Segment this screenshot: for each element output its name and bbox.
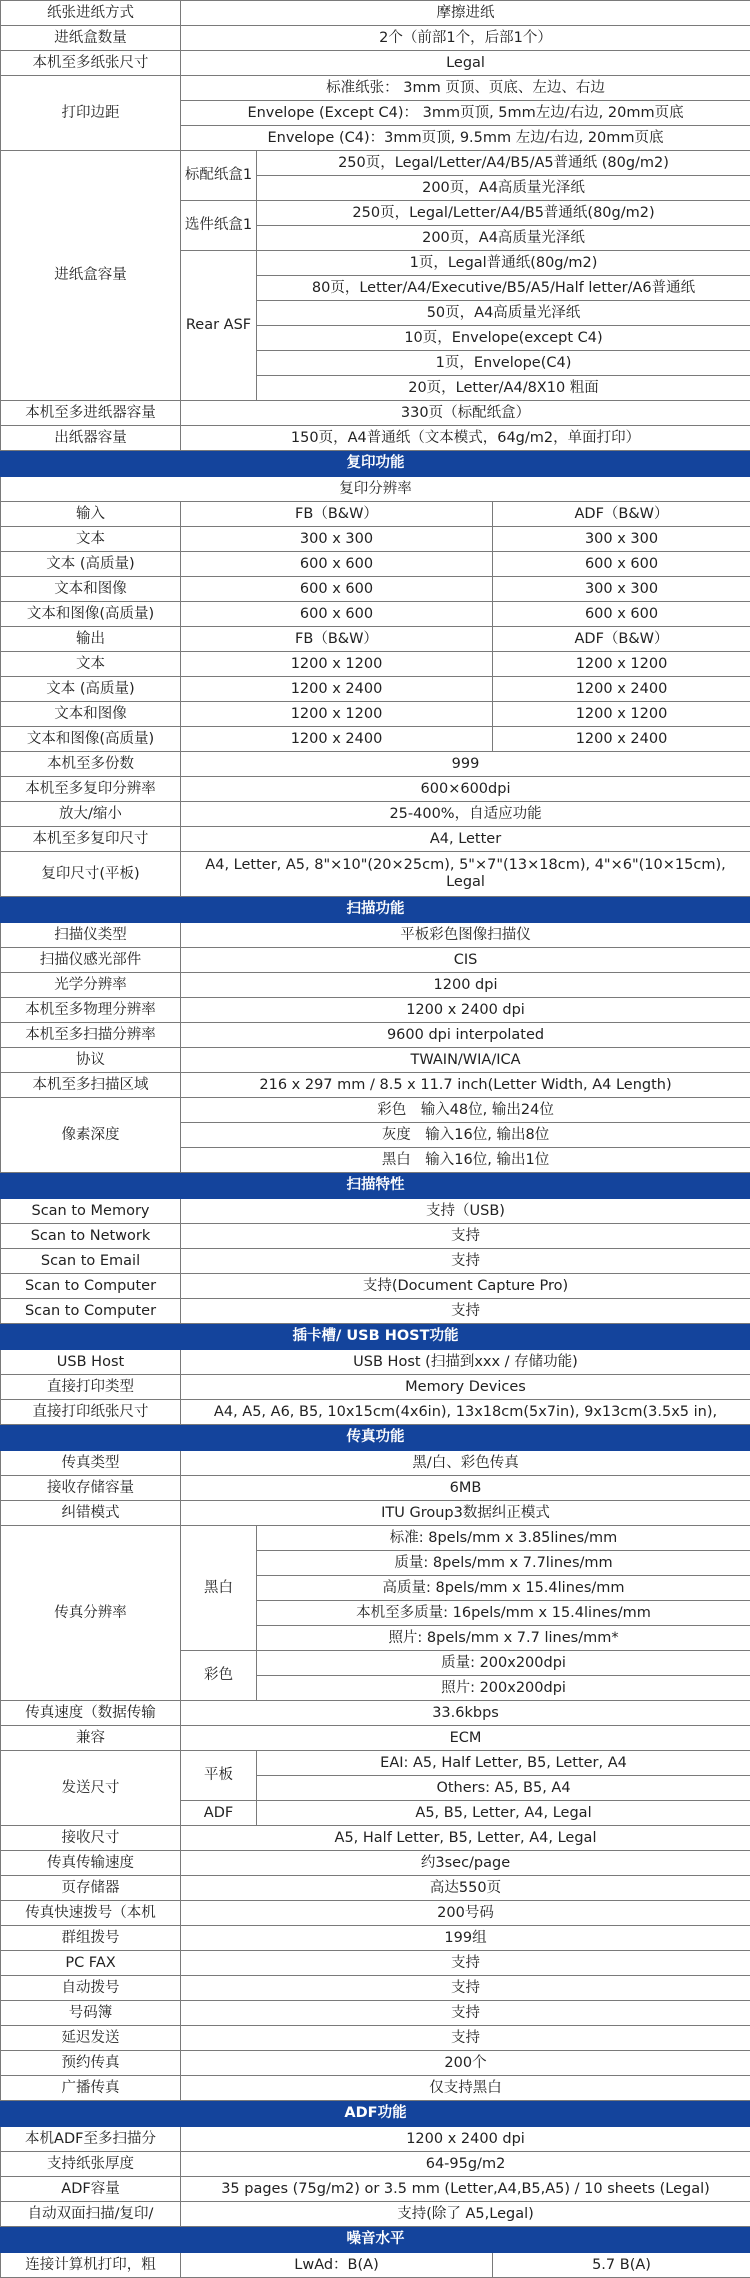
spec-cell: 1200 x 2400 dpi <box>181 998 750 1023</box>
spec-cell: 自动拨号 <box>1 1976 181 2001</box>
spec-cell: Scan to Network <box>1 1224 181 1249</box>
spec-cell: 群组拨号 <box>1 1926 181 1951</box>
spec-row <box>1 1375 750 1400</box>
spec-cell: 支持 <box>181 2026 750 2051</box>
spec-cell: 9600 dpi interpolated <box>181 1023 750 1048</box>
section-header-row <box>1 1324 750 1350</box>
spec-cell: 600×600dpi <box>181 777 750 802</box>
spec-cell: Scan to Email <box>1 1249 181 1274</box>
spec-row <box>1 2127 750 2152</box>
spec-cell: CIS <box>181 948 750 973</box>
spec-cell: 600 x 600 <box>493 552 750 577</box>
spec-cell: 光学分辨率 <box>1 973 181 998</box>
spec-cell: EAI: A5, Half Letter, B5, Letter, A4 <box>257 1751 750 1776</box>
spec-row <box>1 502 750 527</box>
spec-cell: 高达550页 <box>181 1876 750 1901</box>
spec-cell: USB Host (扫描到xxx / 存储功能) <box>181 1350 750 1375</box>
spec-cell: 80页，Letter/A4/Executive/B5/A5/Half letter/A6普通纸 <box>257 276 750 301</box>
spec-cell: 号码簿 <box>1 2001 181 2026</box>
spec-cell: 1200 x 1200 <box>181 652 493 677</box>
spec-row <box>1 2051 750 2076</box>
spec-cell: 300 x 300 <box>181 527 493 552</box>
section-title: 复印功能 <box>1 451 750 477</box>
spec-row <box>1 727 750 752</box>
spec-cell: 25-400%，自适应功能 <box>181 802 750 827</box>
spec-cell: ADF（B&W） <box>493 627 750 652</box>
spec-cell: 300 x 300 <box>493 527 750 552</box>
spec-row <box>1 2152 750 2177</box>
spec-cell: 支持 <box>181 1224 750 1249</box>
spec-cell: 照片: 200x200dpi <box>257 1676 750 1701</box>
spec-cell: 输出 <box>1 627 181 652</box>
spec-row <box>1 1048 750 1073</box>
spec-row <box>1 76 750 101</box>
spec-cell: Scan to Memory <box>1 1199 181 1224</box>
spec-row <box>1 1751 750 1776</box>
spec-row <box>1 2253 750 2278</box>
spec-cell: 连接计算机打印，粗 <box>1 2253 181 2278</box>
spec-cell: 文本 <box>1 527 181 552</box>
spec-row <box>1 51 750 76</box>
spec-cell: 支持（USB) <box>181 1199 750 1224</box>
spec-cell: 50页，A4高质量光泽纸 <box>257 301 750 326</box>
spec-cell: 支持 <box>181 1249 750 1274</box>
spec-row <box>1 973 750 998</box>
spec-cell: 200号码 <box>181 1901 750 1926</box>
spec-cell: 1200 x 2400 <box>181 727 493 752</box>
spec-cell: 本机至多进纸器容量 <box>1 401 181 426</box>
section-header-row <box>1 897 750 923</box>
spec-cell: 标准纸张： 3mm 页顶、页底、左边、右边 <box>181 76 750 101</box>
spec-row <box>1 827 750 852</box>
spec-row <box>1 1249 750 1274</box>
spec-cell: 兼容 <box>1 1726 181 1751</box>
spec-cell: 黑白 <box>181 1526 257 1651</box>
spec-cell: 支持 <box>181 1976 750 2001</box>
spec-cell: Others: A5, B5, A4 <box>257 1776 750 1801</box>
spec-cell: Envelope (C4)：3mm页顶, 9.5mm 左边/右边, 20mm页底 <box>181 126 750 151</box>
spec-cell: 支持 <box>181 1951 750 1976</box>
spec-cell: 本机至多复印尺寸 <box>1 827 181 852</box>
spec-cell: 5.7 B(A) <box>493 2253 750 2278</box>
spec-cell: 纸张进纸方式 <box>1 1 181 26</box>
section-header-row <box>1 2227 750 2253</box>
section-header-row <box>1 451 750 477</box>
spec-cell: 1200 x 1200 <box>181 702 493 727</box>
spec-cell: PC FAX <box>1 1951 181 1976</box>
spec-cell: ECM <box>181 1726 750 1751</box>
spec-cell: 216 x 297 mm / 8.5 x 11.7 inch(Letter Width, A4 Length) <box>181 1073 750 1098</box>
spec-cell: ITU Group3数据纠正模式 <box>181 1501 750 1526</box>
spec-cell: 直接打印纸张尺寸 <box>1 1400 181 1425</box>
spec-cell: 传真速度（数据传输 <box>1 1701 181 1726</box>
spec-cell: 文本和图像(高质量) <box>1 602 181 627</box>
spec-cell: 传真快速拨号（本机 <box>1 1901 181 1926</box>
spec-table-body <box>1 1 750 2278</box>
spec-row <box>1 777 750 802</box>
spec-cell: 支持纸张厚度 <box>1 2152 181 2177</box>
spec-cell: 像素深度 <box>1 1098 181 1173</box>
spec-row <box>1 527 750 552</box>
spec-cell: A5, B5, Letter, A4, Legal <box>257 1801 750 1826</box>
spec-cell: 广播传真 <box>1 2076 181 2101</box>
spec-cell: 本机ADF至多扫描分 <box>1 2127 181 2152</box>
spec-cell: 35 pages (75g/m2) or 3.5 mm (Letter,A4,B5,A5) / 10 sheets (Legal) <box>181 2177 750 2202</box>
spec-cell: A5, Half Letter, B5, Letter, A4, Legal <box>181 1826 750 1851</box>
spec-row <box>1 1726 750 1751</box>
spec-row <box>1 577 750 602</box>
spec-cell: 本机至多复印分辨率 <box>1 777 181 802</box>
spec-row <box>1 1501 750 1526</box>
spec-row <box>1 2177 750 2202</box>
spec-cell: 扫描仪感光部件 <box>1 948 181 973</box>
spec-row <box>1 1199 750 1224</box>
spec-row <box>1 2076 750 2101</box>
spec-row <box>1 852 750 897</box>
spec-row <box>1 677 750 702</box>
spec-cell: 扫描仪类型 <box>1 923 181 948</box>
spec-row <box>1 602 750 627</box>
spec-row <box>1 652 750 677</box>
spec-cell: 本机至多扫描区域 <box>1 1073 181 1098</box>
spec-cell: 彩色 输入48位, 输出24位 <box>181 1098 750 1123</box>
spec-cell: Legal <box>181 51 750 76</box>
spec-cell: LwAd：B(A) <box>181 2253 493 2278</box>
spec-cell: 支持 <box>181 2001 750 2026</box>
spec-cell: Scan to Computer <box>1 1274 181 1299</box>
spec-cell: 约3sec/page <box>181 1851 750 1876</box>
spec-row <box>1 923 750 948</box>
spec-cell: 质量: 200x200dpi <box>257 1651 750 1676</box>
spec-cell: 传真分辨率 <box>1 1526 181 1701</box>
spec-cell: 支持(Document Capture Pro) <box>181 1274 750 1299</box>
section-header-row <box>1 1425 750 1451</box>
spec-cell: 出纸器容量 <box>1 426 181 451</box>
spec-cell: ADF（B&W） <box>493 502 750 527</box>
spec-row <box>1 1701 750 1726</box>
spec-row <box>1 1526 750 1551</box>
spec-cell: 文本 <box>1 652 181 677</box>
spec-cell: 999 <box>181 752 750 777</box>
spec-row <box>1 1876 750 1901</box>
spec-cell: ADF容量 <box>1 2177 181 2202</box>
spec-row <box>1 477 750 502</box>
spec-cell: 高质量: 8pels/mm x 15.4lines/mm <box>257 1576 750 1601</box>
spec-cell: 预约传真 <box>1 2051 181 2076</box>
spec-cell: 文本和图像 <box>1 702 181 727</box>
spec-row <box>1 1951 750 1976</box>
spec-cell: 页存储器 <box>1 1876 181 1901</box>
spec-row <box>1 1826 750 1851</box>
spec-row <box>1 1098 750 1123</box>
spec-cell: 250页，Legal/Letter/A4/B5/A5普通纸 (80g/m2) <box>257 151 750 176</box>
spec-cell: 本机至多份数 <box>1 752 181 777</box>
spec-cell: 1200 x 1200 <box>493 652 750 677</box>
spec-cell: 6MB <box>181 1476 750 1501</box>
spec-cell: 200页，A4高质量光泽纸 <box>257 226 750 251</box>
spec-cell: 输入 <box>1 502 181 527</box>
spec-cell: 灰度 输入16位, 输出8位 <box>181 1123 750 1148</box>
spec-cell: 传真类型 <box>1 1451 181 1476</box>
spec-cell: 直接打印类型 <box>1 1375 181 1400</box>
spec-cell: 200个 <box>181 2051 750 2076</box>
spec-cell: 支持(除了 A5,Legal) <box>181 2202 750 2227</box>
section-title: 扫描特性 <box>1 1173 750 1199</box>
spec-cell: 200页，A4高质量光泽纸 <box>257 176 750 201</box>
spec-cell: 质量: 8pels/mm x 7.7lines/mm <box>257 1551 750 1576</box>
spec-row <box>1 151 750 176</box>
spec-cell: A4, Letter <box>181 827 750 852</box>
spec-cell: 复印分辨率 <box>1 477 750 502</box>
spec-cell: Memory Devices <box>181 1375 750 1400</box>
spec-cell: Scan to Computer <box>1 1299 181 1324</box>
spec-cell: 协议 <box>1 1048 181 1073</box>
spec-cell: 文本 (高质量) <box>1 552 181 577</box>
spec-cell: 仅支持黑白 <box>181 2076 750 2101</box>
spec-row <box>1 948 750 973</box>
section-title: 插卡槽/ USB HOST功能 <box>1 1324 750 1350</box>
spec-row <box>1 1073 750 1098</box>
spec-cell: 250页，Legal/Letter/A4/B5普通纸(80g/m2) <box>257 201 750 226</box>
spec-row <box>1 401 750 426</box>
spec-row <box>1 552 750 577</box>
spec-cell: 选件纸盒1 <box>181 201 257 251</box>
spec-row <box>1 1224 750 1249</box>
spec-row <box>1 1976 750 2001</box>
spec-row <box>1 1023 750 1048</box>
spec-cell: A4, Letter, A5, 8"×10"(20×25cm), 5"×7"(13×18cm), 4"×6"(10×15cm), Legal <box>181 852 750 897</box>
spec-cell: 照片: 8pels/mm x 7.7 lines/mm* <box>257 1626 750 1651</box>
spec-cell: 330页（标配纸盒） <box>181 401 750 426</box>
spec-cell: TWAIN/WIA/ICA <box>181 1048 750 1073</box>
spec-row <box>1 1451 750 1476</box>
spec-cell: FB（B&W） <box>181 627 493 652</box>
spec-row <box>1 2026 750 2051</box>
spec-cell: 复印尺寸(平板) <box>1 852 181 897</box>
spec-cell: Envelope (Except C4)： 3mm页顶, 5mm左边/右边, 20mm页底 <box>181 101 750 126</box>
spec-cell: 20页，Letter/A4/8X10 粗面 <box>257 376 750 401</box>
spec-cell: 打印边距 <box>1 76 181 151</box>
spec-cell: FB（B&W） <box>181 502 493 527</box>
spec-cell: 本机至多物理分辨率 <box>1 998 181 1023</box>
spec-cell: 接收存储容量 <box>1 1476 181 1501</box>
spec-row <box>1 26 750 51</box>
spec-cell: 1200 x 2400 <box>181 677 493 702</box>
spec-cell: 传真传输速度 <box>1 1851 181 1876</box>
spec-cell: 1200 x 2400 <box>493 727 750 752</box>
spec-cell: 本机至多扫描分辨率 <box>1 1023 181 1048</box>
spec-cell: 标准: 8pels/mm x 3.85lines/mm <box>257 1526 750 1551</box>
section-title: ADF功能 <box>1 2101 750 2127</box>
spec-cell: 1200 dpi <box>181 973 750 998</box>
spec-cell: 支持 <box>181 1299 750 1324</box>
spec-row <box>1 426 750 451</box>
section-header-row <box>1 1173 750 1199</box>
spec-cell: 本机至多纸张尺寸 <box>1 51 181 76</box>
spec-row <box>1 1901 750 1926</box>
spec-cell: 进纸盒数量 <box>1 26 181 51</box>
spec-row <box>1 2001 750 2026</box>
spec-cell: 文本和图像 <box>1 577 181 602</box>
spec-cell: 300 x 300 <box>493 577 750 602</box>
spec-row <box>1 1299 750 1324</box>
spec-cell: 600 x 600 <box>181 577 493 602</box>
spec-row <box>1 998 750 1023</box>
spec-cell: 文本 (高质量) <box>1 677 181 702</box>
spec-cell: 平板彩色图像扫描仪 <box>181 923 750 948</box>
spec-cell: 彩色 <box>181 1651 257 1701</box>
spec-cell: 1200 x 1200 <box>493 702 750 727</box>
spec-cell: 文本和图像(高质量) <box>1 727 181 752</box>
spec-cell: ADF <box>181 1801 257 1826</box>
spec-row <box>1 802 750 827</box>
spec-cell: 延迟发送 <box>1 2026 181 2051</box>
spec-cell: USB Host <box>1 1350 181 1375</box>
spec-row <box>1 702 750 727</box>
spec-cell: 199组 <box>181 1926 750 1951</box>
section-title: 扫描功能 <box>1 897 750 923</box>
spec-cell: 1200 x 2400 dpi <box>181 2127 750 2152</box>
spec-cell: 进纸盒容量 <box>1 151 181 401</box>
spec-cell: Rear ASF <box>181 251 257 401</box>
spec-row <box>1 627 750 652</box>
spec-cell: 150页，A4普通纸（文本模式，64g/m2，单面打印） <box>181 426 750 451</box>
spec-cell: 平板 <box>181 1751 257 1801</box>
spec-cell: 本机至多质量: 16pels/mm x 15.4lines/mm <box>257 1601 750 1626</box>
spec-cell: 摩擦进纸 <box>181 1 750 26</box>
spec-cell: 标配纸盒1 <box>181 151 257 201</box>
spec-cell: 64-95g/m2 <box>181 2152 750 2177</box>
spec-row <box>1 1400 750 1425</box>
spec-row <box>1 1926 750 1951</box>
spec-cell: 1页，Envelope(C4) <box>257 351 750 376</box>
spec-cell: 黑/白、彩色传真 <box>181 1451 750 1476</box>
spec-cell: 黑白 输入16位, 输出1位 <box>181 1148 750 1173</box>
spec-cell: 发送尺寸 <box>1 1751 181 1826</box>
spec-cell: A4, A5, A6, B5, 10x15cm(4x6in), 13x18cm(5x7in), 9x13cm(3.5x5 in), <box>181 1400 750 1425</box>
spec-row <box>1 2202 750 2227</box>
spec-cell: 600 x 600 <box>181 602 493 627</box>
spec-row <box>1 1476 750 1501</box>
spec-cell: 33.6kbps <box>181 1701 750 1726</box>
spec-cell: 600 x 600 <box>493 602 750 627</box>
spec-cell: 1200 x 2400 <box>493 677 750 702</box>
spec-cell: 2个（前部1个，后部1个） <box>181 26 750 51</box>
spec-cell: 放大/缩小 <box>1 802 181 827</box>
spec-cell: 纠错模式 <box>1 1501 181 1526</box>
spec-cell: 1页，Legal普通纸(80g/m2) <box>257 251 750 276</box>
spec-cell: 600 x 600 <box>181 552 493 577</box>
spec-row <box>1 752 750 777</box>
spec-row <box>1 1 750 26</box>
spec-cell: 接收尺寸 <box>1 1826 181 1851</box>
spec-cell: 自动双面扫描/复印/ <box>1 2202 181 2227</box>
section-header-row <box>1 2101 750 2127</box>
spec-row <box>1 1851 750 1876</box>
section-title: 传真功能 <box>1 1425 750 1451</box>
spec-row <box>1 1274 750 1299</box>
spec-row <box>1 1350 750 1375</box>
spec-cell: 10页，Envelope(except C4) <box>257 326 750 351</box>
section-title: 噪音水平 <box>1 2227 750 2253</box>
